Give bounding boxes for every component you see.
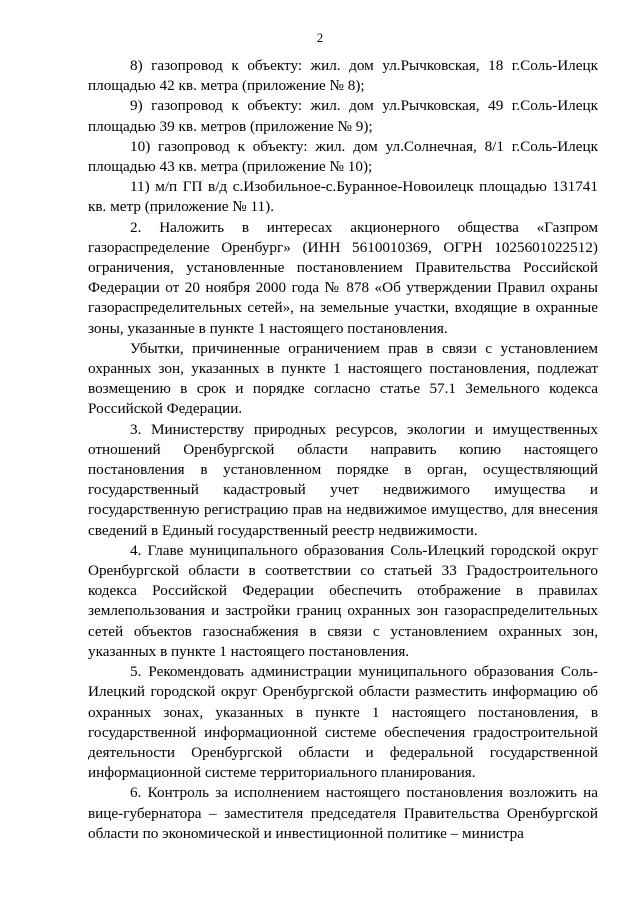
paragraph-item-9-gas-pipeline: 9) газопровод к объекту: жил. дом ул.Рычковская, 49 г.Соль-Илецк площадью 39 кв. метров (приложение № 9);	[88, 97, 598, 135]
paragraph-item-11-gas-pipeline: 11) м/п ГП в/д с.Изобильное-с.Буранное-Новоилецк площадью 131741 кв. метр (приложение № 11).	[88, 178, 598, 216]
paragraph-losses: Убытки, причиненные ограничением прав в связи с установлением охранных зон, указанных в пункте 1 настоящего постановления, подлежат возмещению в срок и порядке согласно статье 57.1 Земельного кодекса Российской Федерации.	[88, 339, 598, 418]
paragraph-clause-2: 2. Наложить в интересах акционерного общества «Газпром газораспределение Оренбург» (ИНН 5610010369, ОГРН 1025601022512) ограничения, установленные постановлением Правительства Российской Федерации от 20 ноября 2000 года № 878 «Об утверждении Правил охраны газораспределительных сетей», на земельные участки, входящие в охранные зоны, указанные в пункте 1 настоящего постановления.	[88, 218, 598, 337]
page-number: 2	[316, 30, 324, 45]
paragraph-clause-5: 5. Рекомендовать администрации муниципального образования Соль-Илецкий городской округ Оренбургской области разместить информацию об охранных зонах, указанных в пункте 1 настоящего постановления, в государственной информационной системе обеспечения градостроительной деятельности Оренбургской области и федеральной государственной информационной системе территориального планирования.	[88, 663, 598, 782]
paragraph-item-8-gas-pipeline: 8) газопровод к объекту: жил. дом ул.Рычковская, 18 г.Соль-Илецк площадью 42 кв. метра (приложение № 8);	[88, 57, 598, 95]
paragraph-clause-6: 6. Контроль за исполнением настоящего постановления возложить на вице-губернатора – заместителя председателя Правительства Оренбургской области по экономической и инвестиционной политике – министра	[88, 784, 598, 842]
document-body	[88, 56, 598, 844]
paragraph-item-10-gas-pipeline: 10) газопровод к объекту: жил. дом ул.Солнечная, 8/1 г.Соль-Илецк площадью 43 кв. метра (приложение № 10);	[88, 137, 598, 176]
paragraph-clause-3: 3. Министерству природных ресурсов, экологии и имущественных отношений Оренбургской области направить копию настоящего постановления в установленном порядке в орган, осуществляющий государственный кадастровый учет недвижимого имущества и государственную регистрацию прав на недвижимое имущество, для внесения сведений в Единый государственный реестр недвижимости.	[88, 420, 598, 539]
paragraph-clause-4: 4. Главе муниципального образования Соль-Илецкий городской округ Оренбургской области в соответствии со статьей 33 Градостроительного кодекса Российской Федерации обеспечить отображение в правилах землепользования и застройки границ охранных зон газораспределительных сетей объектов газоснабжения в связи с установлением охранных зон, указанных в пункте 1 настоящего постановления.	[88, 541, 598, 660]
